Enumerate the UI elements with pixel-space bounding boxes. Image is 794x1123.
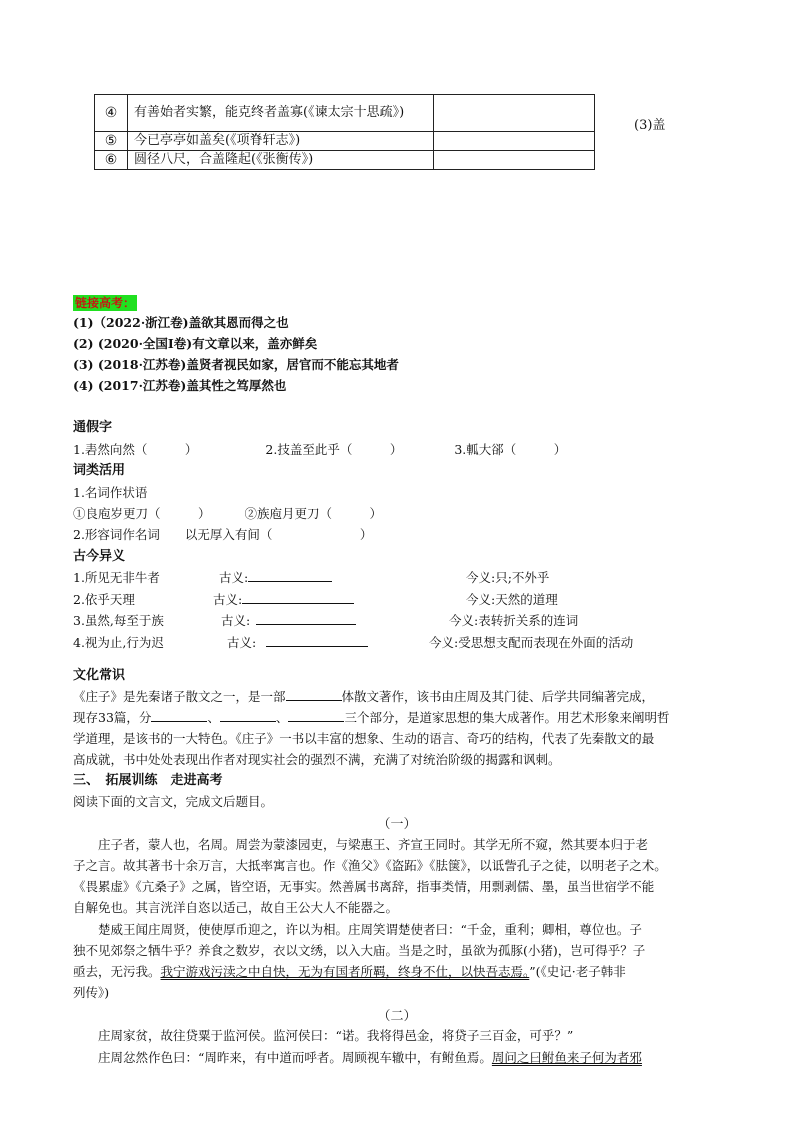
table-row bbox=[95, 132, 595, 151]
wenhua-line: 学道理，是该书的一大特色。《庄子》一书以丰富的想象、生动的语言、奇巧的结构，代表了先秦散文的最 bbox=[73, 731, 655, 746]
part-blank[interactable] bbox=[288, 708, 344, 722]
gujin-gu: 古义: bbox=[227, 635, 257, 650]
wenhua-heading: 文化常识 bbox=[73, 668, 126, 683]
gujin-gu: 古义: bbox=[213, 592, 243, 607]
gujin-jin: 今义:表转折关系的连词 bbox=[449, 613, 579, 628]
gujin-row bbox=[73, 590, 558, 610]
wenhua-line: 《庄子》是先秦诸子散文之一，是一部 体散文著作，该书由庄周及其门徒、后学共同编著完成， bbox=[73, 689, 655, 704]
table-row bbox=[95, 151, 595, 170]
gujin-gu: 古义: bbox=[219, 570, 249, 585]
gai-example-table bbox=[94, 94, 595, 170]
gujin-row bbox=[73, 568, 550, 588]
gaokao-heading: 链接高考： bbox=[75, 296, 136, 310]
gaokao-item: (4) (2017·江苏卷)盖其性之笃厚然也 bbox=[73, 378, 287, 393]
cilei-item: ①良庖岁更刀（ ） bbox=[73, 506, 211, 521]
table-row bbox=[95, 95, 595, 132]
wenhua-line: 高成就，书中处处表现出作者对现实社会的强烈不满，充满了对统治阶级的揭露和讽刺。 bbox=[73, 752, 561, 767]
section3-heading: 三、 拓展训练 走进高考 bbox=[73, 773, 223, 788]
gu-blank[interactable] bbox=[256, 611, 356, 625]
gu-blank[interactable] bbox=[266, 633, 368, 647]
cilei-item: ②族庖月更刀（ ） bbox=[244, 506, 382, 521]
wenhua-line: 现存33篇，分 、 、 三个部分，是道家思想的集大成著作。用艺术形象来阐明哲 bbox=[73, 710, 670, 725]
row-number: ⑥ bbox=[95, 151, 128, 170]
part-blank[interactable] bbox=[151, 708, 207, 722]
answer-cell[interactable] bbox=[434, 95, 595, 132]
gaokao-item: (3) (2018·江苏卷)盖贤者视民如家，居官而不能忘其地者 bbox=[73, 357, 399, 372]
tongjia-item: 3.軱大郤（ ） bbox=[454, 442, 567, 457]
tongjia-heading: 通假字 bbox=[73, 420, 113, 435]
section3-instruction: 阅读下面的文言文，完成文后题目。 bbox=[73, 794, 274, 809]
answer-cell[interactable] bbox=[434, 151, 595, 170]
cilei-sub1: 1.名词作状语 bbox=[73, 485, 148, 500]
cilei-heading: 词类活用 bbox=[73, 463, 126, 478]
passage-line: 庄周家贫，故往贷粟于监河侯。监河侯曰：“诺。我将得邑金，将贷子三百金，可乎？” bbox=[73, 1028, 574, 1043]
gujin-word: 3.虽然,每至于族 bbox=[73, 613, 164, 628]
gai-label: (3)盖 bbox=[634, 118, 666, 133]
passage-line: 列传》) bbox=[73, 985, 110, 1000]
punctuation-target: 周问之曰鲋鱼来子何为者邪 bbox=[491, 1050, 642, 1065]
cilei-items bbox=[73, 504, 382, 524]
passage-1-label: （一） bbox=[377, 817, 417, 832]
gujin-jin: 今义:只;不外乎 bbox=[466, 570, 550, 585]
example-sentence: 今已亭亭如盖矣(《项脊轩志》) bbox=[128, 132, 434, 151]
passage-line: 独不见郊祭之牺牛乎？养食之数岁，衣以文绣，以入大庙。当是之时，虽欲为孤豚(小猪)，岂可得乎？子 bbox=[73, 943, 646, 958]
gu-blank[interactable] bbox=[248, 568, 332, 582]
gujin-jin: 今义:受思想支配而表现在外面的活动 bbox=[429, 635, 634, 650]
tongjia-item: 1.砉然向然（ ） bbox=[73, 442, 198, 457]
answer-cell[interactable] bbox=[434, 132, 595, 151]
gujin-row bbox=[73, 611, 579, 631]
passage-line: 亟去，无污我。我宁游戏污渎之中自快，无为有国者所羁，终身不仕，以快吾志焉。”(《史记·老子韩非 bbox=[73, 964, 626, 979]
gujin-heading: 古今异义 bbox=[73, 549, 126, 564]
example-sentence: 有善始者实繁，能克终者盖寡(《谏太宗十思疏》) bbox=[128, 95, 434, 132]
translation-target-1: 我宁游戏污渎之中自快，无为有国者所羁，终身不仕，以快吾志焉。 bbox=[160, 964, 530, 979]
row-number: ④ bbox=[95, 95, 128, 132]
gujin-gu: 古义: bbox=[221, 613, 251, 628]
gujin-word: 4.视为止,行为迟 bbox=[73, 635, 164, 650]
gaokao-item: (1)（2022·浙江卷)盖欲其恩而得之也 bbox=[73, 315, 289, 330]
passage-line: 《畏累虚》《亢桑子》之属，皆空语，无事实。然善属书离辞，指事类情，用剽剥儒、墨，虽当世宿学不能 bbox=[73, 879, 655, 894]
example-sentence: 圆径八尺，合盖隆起(《张衡传》) bbox=[128, 151, 434, 170]
gujin-row bbox=[73, 633, 634, 653]
genre-blank[interactable] bbox=[286, 687, 342, 701]
gujin-word: 1.所见无非牛者 bbox=[73, 570, 160, 585]
part-blank[interactable] bbox=[220, 708, 276, 722]
passage-2-label: （二） bbox=[377, 1009, 417, 1024]
tongjia-item: 2.技盖至此乎（ ） bbox=[265, 442, 403, 457]
tongjia-line bbox=[73, 440, 566, 460]
gujin-word: 2.依乎天理 bbox=[73, 592, 135, 607]
cilei-sub2: 2.形容词作名词 以无厚入有间（ ） bbox=[73, 527, 373, 542]
passage-line: 子之言。故其著书十余万言，大抵率寓言也。作《渔父》《盗跖》《胠箧》，以诋訾孔子之徒，以明老子之术。 bbox=[73, 858, 667, 873]
row-number: ⑤ bbox=[95, 132, 128, 151]
passage-line: 庄子者，蒙人也，名周。周尝为蒙漆园吏，与梁惠王、齐宣王同时。其学无所不窥，然其要本归于老 bbox=[73, 837, 649, 852]
gaokao-item: (2) (2020·全国Ⅰ卷)有文章以来，盖亦鲜矣 bbox=[73, 336, 318, 351]
gujin-jin: 今义:天然的道理 bbox=[466, 592, 558, 607]
gu-blank[interactable] bbox=[242, 590, 354, 604]
passage-line: 楚威王闻庄周贤，使使厚币迎之，许以为相。庄周笑谓楚使者曰：“千金，重利；卿相，尊位也。子 bbox=[73, 922, 642, 937]
passage-line: 庄周忿然作色曰：“周昨来，有中道而呼者。周顾视车辙中，有鲋鱼焉。周问之曰鲋鱼来子何为者邪 bbox=[73, 1050, 642, 1065]
passage-line: 自解免也。其言洸洋自恣以适己，故自王公大人不能器之。 bbox=[73, 900, 399, 915]
